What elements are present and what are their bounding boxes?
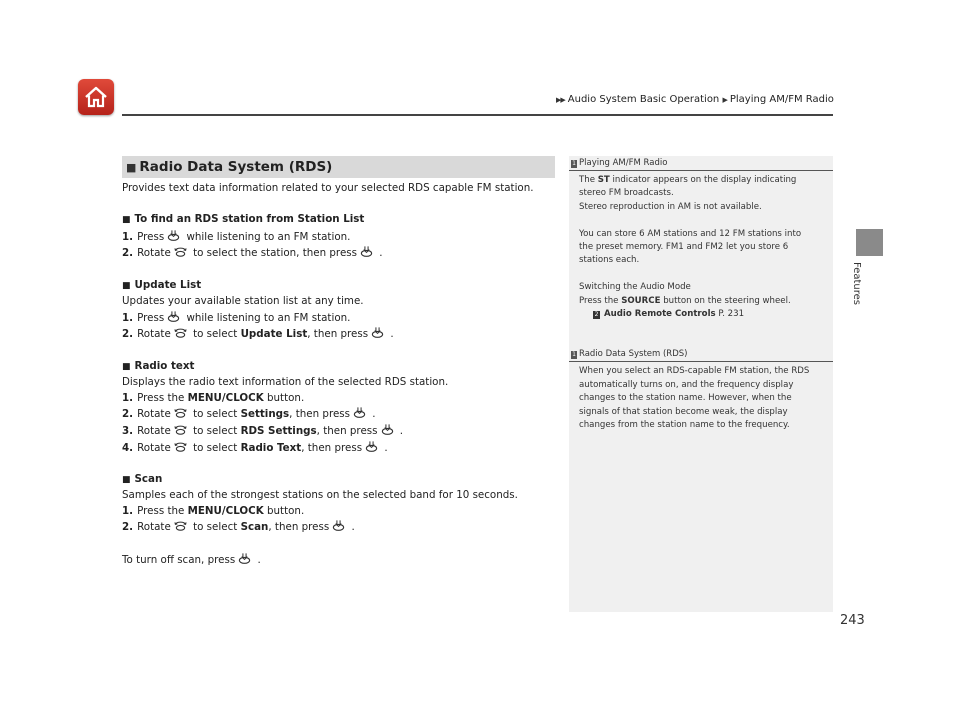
- square-bullet-icon: ■: [126, 160, 137, 174]
- header-divider: [122, 114, 833, 116]
- rotate-knob-icon: [174, 245, 187, 258]
- press-knob-icon: [371, 326, 384, 339]
- step: 2. Rotate to select Scan, then press .: [122, 521, 355, 534]
- cross-reference[interactable]: 2 Audio Remote Controls P. 231: [594, 309, 745, 320]
- subheading-update: ■ Update List: [122, 278, 202, 291]
- rotate-knob-icon: [174, 406, 187, 419]
- press-knob-icon: [365, 440, 378, 453]
- square-bullet-icon: ■: [122, 215, 131, 226]
- subheading-scan: ■ Scan: [122, 472, 163, 485]
- section-tab-label: Features: [851, 262, 862, 305]
- square-bullet-icon: ■: [122, 280, 131, 291]
- step: 1. Press while listening to an FM station.: [122, 230, 351, 243]
- rotate-knob-icon: [174, 326, 187, 339]
- breadcrumb-item[interactable]: Audio System Basic Operation: [567, 94, 720, 105]
- update-desc: Updates your available station list at any time.: [122, 295, 364, 308]
- intro-text: Provides text data information related to your selected RDS capable FM station.: [122, 182, 534, 194]
- square-bullet-icon: ■: [122, 474, 131, 485]
- step: 2. Rotate to select the station, then press .: [122, 247, 383, 260]
- section-heading: [122, 156, 555, 178]
- press-knob-icon: [353, 406, 366, 419]
- step: 2. Rotate to select Update List, then press .: [122, 328, 394, 341]
- note-marker-icon: 1: [572, 160, 576, 167]
- breadcrumb: [556, 94, 834, 105]
- cross-reference-arrow-icon: 2: [594, 311, 599, 319]
- press-knob-icon: [332, 519, 345, 532]
- rotate-knob-icon: [174, 440, 187, 453]
- step: 3. Rotate to select RDS Settings, then press .: [122, 424, 404, 437]
- section-title: Radio Data System (RDS): [139, 159, 333, 175]
- step: 1. Press while listening to an FM station.: [122, 311, 351, 324]
- radio-text-desc: Displays the radio text information of the selected RDS station.: [122, 376, 449, 389]
- press-knob-icon: [167, 229, 180, 242]
- step: 2. Rotate to select Settings, then press .: [122, 408, 376, 421]
- square-bullet-icon: ■: [122, 361, 131, 372]
- home-icon: [83, 84, 109, 110]
- breadcrumb-arrow-icon: ▶▶: [556, 96, 565, 104]
- subheading-find: ■ To find an RDS station from Station List: [122, 213, 365, 226]
- note-heading: 1 Playing AM/FM Radio: [569, 156, 833, 171]
- step: 1. Press the MENU/CLOCK button.: [122, 504, 305, 517]
- notes-sidebar: [569, 156, 833, 612]
- note-marker-icon: 1: [572, 351, 576, 359]
- rotate-knob-icon: [174, 423, 187, 436]
- section-tab[interactable]: [856, 229, 883, 256]
- press-knob-icon: [381, 423, 394, 436]
- rotate-knob-icon: [174, 519, 187, 532]
- breadcrumb-arrow-icon: ▶: [722, 96, 727, 104]
- home-button[interactable]: [78, 79, 114, 115]
- scan-off-text: To turn off scan, press .: [122, 553, 261, 566]
- subheading-radio-text: ■ Radio text: [122, 359, 195, 372]
- breadcrumb-item[interactable]: Playing AM/FM Radio: [729, 94, 834, 105]
- main-content: [122, 156, 555, 568]
- scan-desc: Samples each of the strongest stations on the selected band for 10 seconds.: [122, 489, 518, 502]
- press-knob-icon: [167, 310, 180, 323]
- note-body: The ST indicator appears on the display indicating stereo FM broadcasts. Stereo reproduction in AM is not available. You can store 6 AM stations and 12 FM stations into the preset memory. FM1 and FM2 let you store 6 stations each. Switching the Audio Mode Press the SOURCE button on the steering wheel. 2 Audio Remote Controls P. 231: [569, 171, 833, 321]
- step: 1. Press the MENU/CLOCK button.: [122, 391, 305, 404]
- page-number: 243: [840, 613, 865, 628]
- step: 4. Rotate to select Radio Text, then press .: [122, 441, 388, 454]
- section-tab-label-wrap: [850, 262, 868, 322]
- note-body: When you select an RDS-capable FM station, the RDS automatically turns on, and the frequency display changes to the station name. However, when the signals of that station become weak, the display changes from the station name to the frequency.: [579, 366, 810, 431]
- press-knob-icon: [360, 245, 373, 258]
- note-heading: 1 Radio Data System (RDS): [569, 347, 833, 362]
- press-knob-icon: [238, 552, 251, 565]
